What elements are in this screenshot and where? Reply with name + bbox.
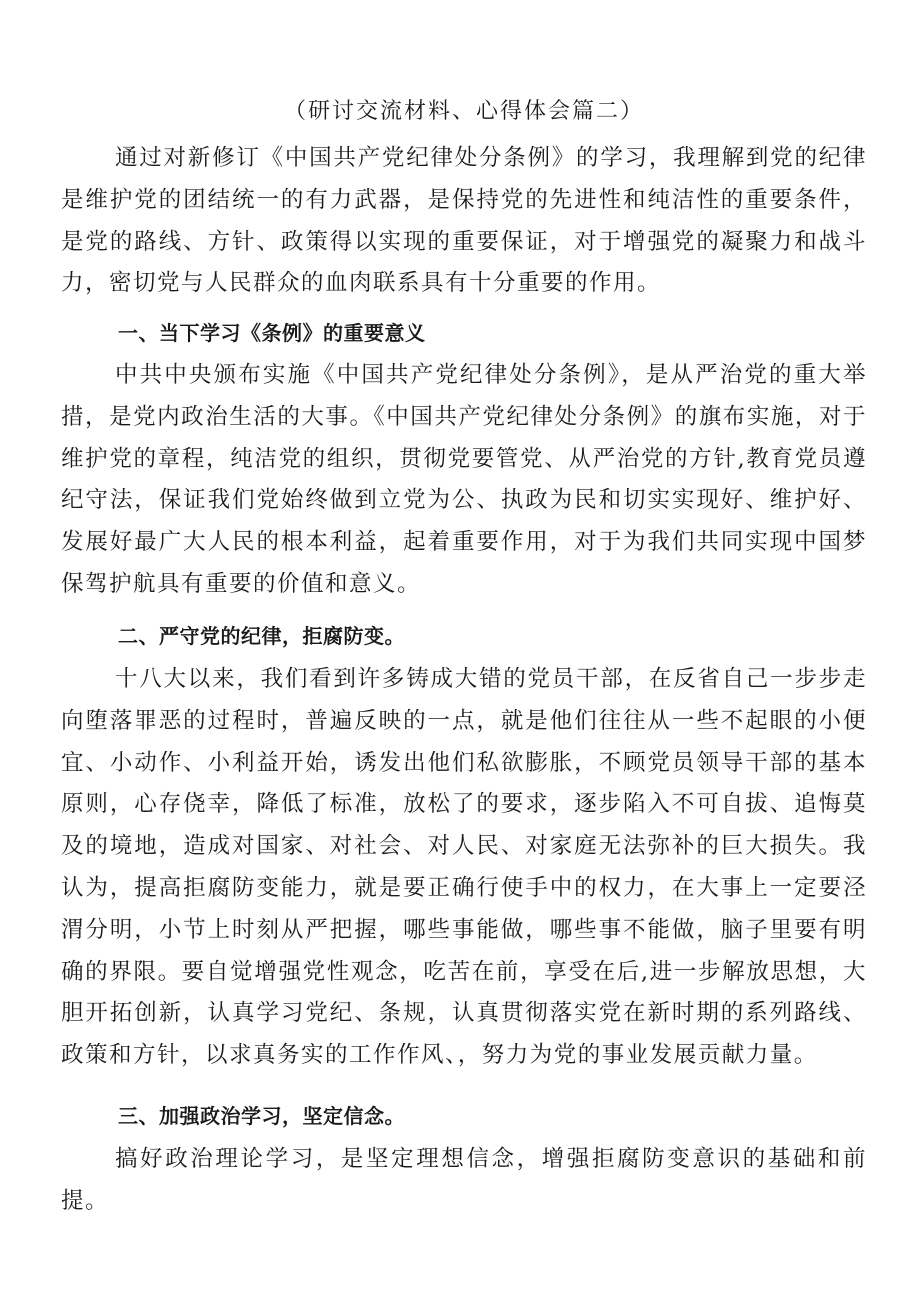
paragraph-section-1: 中共中央颁布实施《中国共产党纪律处分条例》，是从严治党的重大举措，是党内政治生活的大事。《中国共产党纪律处分条例》的旗布实施，对于维护党的章程，纯洁党的组织，贯彻党要管党、从严治党的方针,教育党员遵纪守法，保证我们党始终做到立党为公、执政为民和切实实现好、维护好、发展好最广大人民的根本利益，起着重要作用，对于为我们共同实现中国梦保驾护航具有重要的价值和意义。	[61, 362, 867, 597]
heading-section-3: 三、加强政治学习，坚定信念。	[118, 1104, 405, 1128]
paragraph-section-3: 搞好政治理论学习，是坚定理想信念，增强拒腐防变意识的基础和前提。	[61, 1146, 867, 1214]
heading-section-2: 二、严守党的纪律，拒腐防变。	[118, 624, 405, 648]
paragraph-intro: 通过对新修订《中国共产党纪律处分条例》的学习，我理解到党的纪律是维护党的团结统一的有力武器，是保持党的先进性和纯洁性的重要条件，是党的路线、方针、政策得以实现的重要保证，对于增强党的凝聚力和战斗力，密切党与人民群众的血肉联系具有十分重要的作用。	[61, 145, 867, 297]
paragraph-section-2: 十八大以来，我们看到许多铸成大错的党员干部，在反省自己一步步走向堕落罪恶的过程时，普遍反映的一点，就是他们往往从一些不起眼的小便宜、小动作、小利益开始，诱发出他们私欲膨胀，不顾党员领导干部的基本原则，心存侥幸，降低了标准，放松了的要求，逐步陷入不可自拔、追悔莫及的境地，造成对国家、对社会、对人民、对家庭无法弥补的巨大损失。我认为，提高拒腐防变能力，就是要正确行使手中的权力，在大事上一定要泾渭分明，小节上时刻从严把握，哪些事能做，哪些事不能做，脑子里要有明确的界限。要自觉增强党性观念，吃苦在前，享受在后,进一步解放思想，大胆开拓创新，认真学习党纪、条规，认真贯彻落实党在新时期的系列路线、政策和方针，以求真务实的工作作风、，努力为党的事业发展贡献力量。	[61, 666, 867, 1069]
heading-section-1: 一、当下学习《条例》的重要意义	[118, 321, 426, 345]
document-title: （研讨交流材料、心得体会篇二）	[283, 99, 644, 124]
